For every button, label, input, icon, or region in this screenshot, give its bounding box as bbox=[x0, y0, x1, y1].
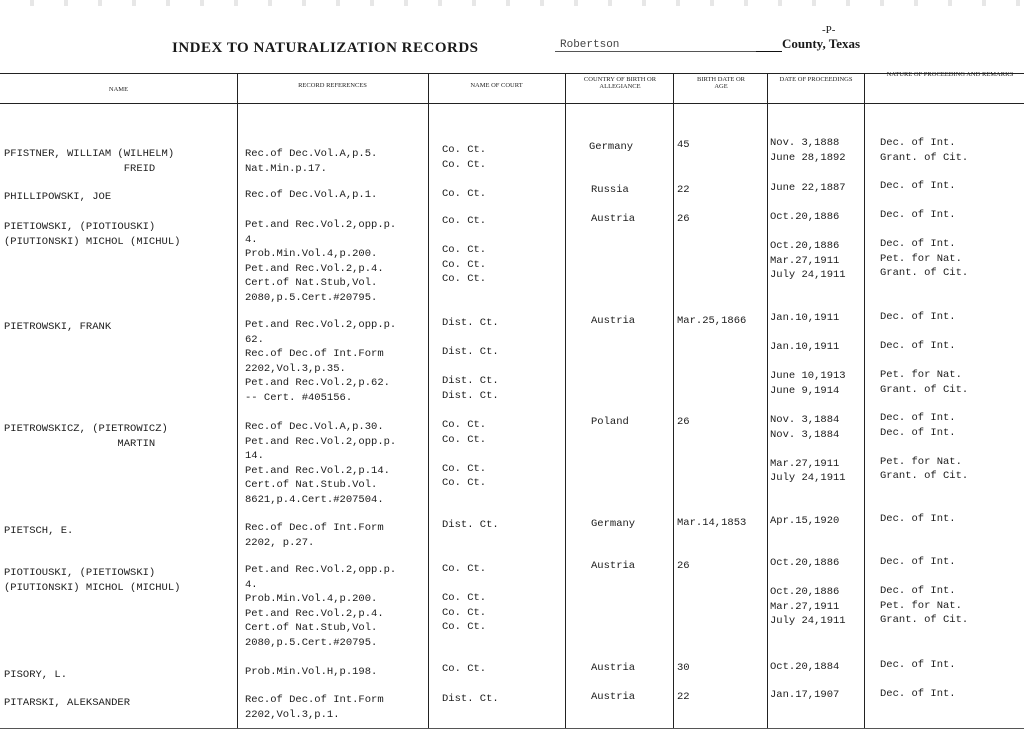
col-divider-1 bbox=[237, 73, 238, 728]
row-court: Co. Ct. Co. Ct. bbox=[442, 144, 487, 171]
row-name: PIETSCH, E. bbox=[4, 525, 74, 537]
col-header-name: NAME bbox=[108, 86, 129, 93]
row-birth: 45 bbox=[677, 139, 690, 151]
row-name: PISORY, L. bbox=[4, 669, 68, 681]
row-record-refs: Rec.of Dec.of Int.Form 2202, p.27. bbox=[245, 522, 384, 549]
row-court: Dist. Ct. Dist. Ct. Dist. Ct. Dist. Ct. bbox=[442, 317, 499, 402]
row-nature: Dec. of Int. Grant. of Cit. bbox=[880, 137, 969, 164]
row-date: Jan.10,1911 Jan.10,1911 June 10,1913 June 9,1914 bbox=[770, 312, 846, 397]
row-country: Germany bbox=[589, 141, 634, 153]
row-country: Austria bbox=[591, 691, 636, 703]
index-letter: -P- bbox=[822, 24, 836, 36]
row-birth: 26 bbox=[677, 416, 690, 428]
county-suffix: County, Texas bbox=[782, 36, 861, 51]
row-nature: Dec. of Int. Dec. of Int. Pet. for Nat. Grant. of Cit. bbox=[880, 209, 969, 279]
row-name: PFISTNER, WILLIAM (WILHELM) FREID bbox=[4, 148, 175, 175]
row-record-refs: Rec.of Dec.Vol.A,p.30. Pet.and Rec.Vol.2,opp.p. 14. Pet.and Rec.Vol.2,p.14. Cert.of Nat.Stub.Vol. 8621,p.4.Cert.#207504. bbox=[245, 421, 397, 506]
row-birth: 22 bbox=[677, 184, 690, 196]
row-name: PIETROWSKI, FRANK bbox=[4, 321, 112, 333]
row-name: PHILLIPOWSKI, JOE bbox=[4, 191, 112, 203]
col-divider-5 bbox=[767, 73, 768, 728]
row-court: Co. Ct. Co. Ct. Co. Ct. Co. Ct. bbox=[442, 563, 487, 633]
row-nature: Dec. of Int. bbox=[880, 688, 956, 700]
header-bottom-rule bbox=[0, 103, 1024, 104]
row-record-refs: Rec.of Dec.Vol.A,p.5. Nat.Min.p.17. bbox=[245, 148, 378, 175]
row-date: June 22,1887 bbox=[770, 182, 846, 194]
row-nature: Dec. of Int. Dec. of Int. Pet. for Nat. Grant. of Cit. bbox=[880, 412, 969, 482]
row-date: Apr.15,1920 bbox=[770, 515, 840, 527]
row-court: Dist. Ct. bbox=[442, 693, 499, 705]
row-court: Co. Ct. Co. Ct. Co. Ct. Co. Ct. bbox=[442, 215, 487, 285]
row-name: PITARSKI, ALEKSANDER bbox=[4, 697, 131, 709]
row-date: Jan.17,1907 bbox=[770, 689, 840, 701]
row-court: Co. Ct. bbox=[442, 663, 487, 675]
col-header-birth: BIRTH DATE OR AGE bbox=[697, 76, 745, 90]
row-name: PIOTIOUSKI, (PIETIOWSKI) (PIUTIONSKI) MICHOL (MICHUL) bbox=[4, 567, 181, 594]
row-date: Nov. 3,1884 Nov. 3,1884 Mar.27,1911 July 24,1911 bbox=[770, 414, 846, 484]
table-top-rule bbox=[0, 73, 1024, 74]
row-nature: Dec. of Int. bbox=[880, 659, 956, 671]
row-nature: Dec. of Int. Dec. of Int. Pet. for Nat. Grant. of Cit. bbox=[880, 311, 969, 396]
row-birth: 22 bbox=[677, 691, 690, 703]
county-underline bbox=[555, 51, 760, 52]
row-court: Dist. Ct. bbox=[442, 519, 499, 531]
row-country: Germany bbox=[591, 518, 636, 530]
row-court: Co. Ct. bbox=[442, 188, 487, 200]
row-birth: Mar.25,1866 bbox=[677, 315, 747, 327]
county-name: Robertson bbox=[560, 39, 620, 51]
row-country: Poland bbox=[591, 416, 629, 428]
col-divider-2 bbox=[428, 73, 429, 728]
table-bottom-rule bbox=[0, 728, 1024, 729]
page-title: INDEX TO NATURALIZATION RECORDS bbox=[172, 40, 479, 56]
row-record-refs: Pet.and Rec.Vol.2,opp.p. 4. Prob.Min.Vol.4,p.200. Pet.and Rec.Vol.2,p.4. Cert.of Nat.Stub,Vol. 2080,p.5.Cert.#20795. bbox=[245, 219, 397, 304]
row-name: PIETIOWSKI, (PIOTIOUSKI) (PIUTIONSKI) MICHOL (MICHUL) bbox=[4, 221, 181, 248]
col-header-date: DATE OF PROCEEDINGS bbox=[779, 76, 853, 83]
row-country: Russia bbox=[591, 184, 629, 196]
col-divider-6 bbox=[864, 73, 865, 728]
row-record-refs: Prob.Min.Vol.H,p.198. bbox=[245, 666, 378, 678]
row-country: Austria bbox=[591, 315, 636, 327]
row-date: Oct.20,1886 Oct.20,1886 Mar.27,1911 July 24,1911 bbox=[770, 557, 846, 627]
row-date: Oct.20,1884 bbox=[770, 661, 840, 673]
col-divider-3 bbox=[565, 73, 566, 728]
row-record-refs: Rec.of Dec.Vol.A,p.1. bbox=[245, 189, 378, 201]
row-birth: 26 bbox=[677, 213, 690, 225]
row-record-refs: Pet.and Rec.Vol.2,opp.p. 4. Prob.Min.Vol.4,p.200. Pet.and Rec.Vol.2,p.4. Cert.of Nat.Stub,Vol. 2080,p.5.Cert.#20795. bbox=[245, 564, 397, 649]
scan-edge-noise bbox=[0, 0, 1024, 6]
row-birth: Mar.14,1853 bbox=[677, 517, 747, 529]
row-birth: 30 bbox=[677, 662, 690, 674]
col-header-court: NAME OF COURT bbox=[470, 82, 523, 89]
row-nature: Dec. of Int. bbox=[880, 513, 956, 525]
row-country: Austria bbox=[591, 662, 636, 674]
col-header-nature: NATURE OF PROCEEDING AND REMARKS bbox=[886, 71, 1014, 78]
row-court: Co. Ct. Co. Ct. Co. Ct. Co. Ct. bbox=[442, 419, 487, 489]
row-date: Oct.20,1886 Oct.20,1886 Mar.27,1911 July 24,1911 bbox=[770, 211, 846, 281]
col-divider-4 bbox=[673, 73, 674, 728]
col-header-country: COUNTRY OF BIRTH OR ALLEGIANCE bbox=[583, 76, 657, 90]
row-record-refs: Pet.and Rec.Vol.2,opp.p. 62. Rec.of Dec.of Int.Form 2202,Vol.3,p.35. Pet.and Rec.Vol.2,p.62. -- Cert. #405156. bbox=[245, 319, 397, 404]
row-name: PIETROWSKICZ, (PIETROWICZ) MARTIN bbox=[4, 423, 168, 450]
row-nature: Dec. of Int. Dec. of Int. Pet. for Nat. Grant. of Cit. bbox=[880, 556, 969, 626]
row-nature: Dec. of Int. bbox=[880, 180, 956, 192]
row-date: Nov. 3,1888 June 28,1892 bbox=[770, 137, 846, 164]
row-country: Austria bbox=[591, 560, 636, 572]
row-country: Austria bbox=[591, 213, 636, 225]
county-underline-heavy bbox=[756, 51, 782, 52]
row-birth: 26 bbox=[677, 560, 690, 572]
col-header-record-refs: RECORD REFERENCES bbox=[298, 82, 367, 89]
row-record-refs: Rec.of Dec.of Int.Form 2202,Vol.3,p.1. bbox=[245, 694, 384, 721]
